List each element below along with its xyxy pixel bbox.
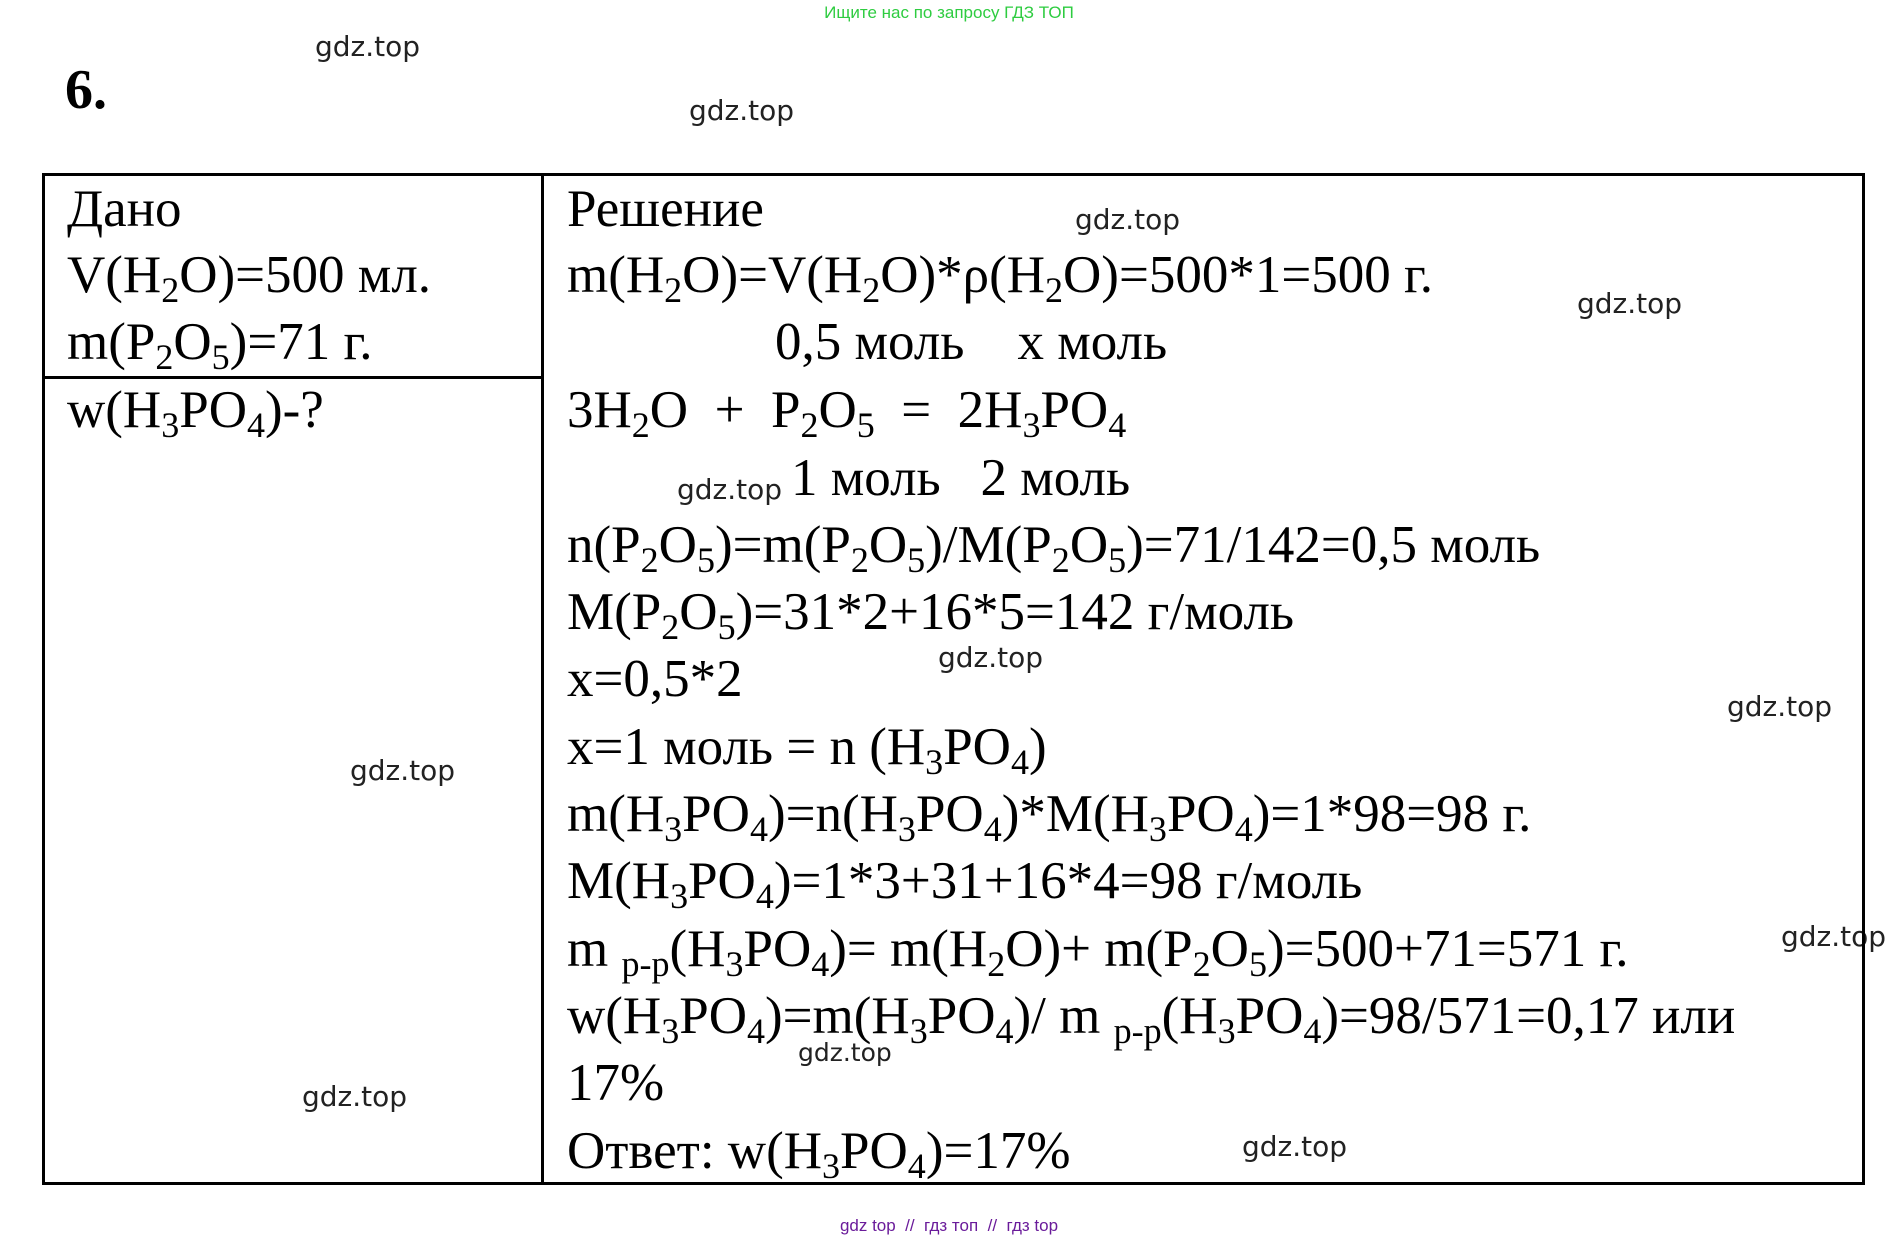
solution-line: 17% — [567, 1054, 665, 1112]
watermark: gdz.top — [350, 754, 456, 787]
watermark: gdz.top — [689, 94, 795, 127]
solution-line: $M(P_2O_5)=31*2+16*5=142$ г/моль — [567, 583, 1295, 648]
footer-links: gdz top // гдз топ // гдз top — [839, 1216, 1059, 1235]
find-fraction: $w(H_3PO_4)-$? — [67, 381, 324, 446]
watermark: gdz.top — [315, 30, 421, 63]
solution-line: $m(H_2O)=V(H_2O)*\rho(H_2O)=500*1=500$ г. — [567, 246, 1433, 311]
watermark: gdz.top — [1781, 920, 1887, 953]
watermark: gdz.top — [1075, 203, 1181, 236]
given-heading: Дано — [67, 180, 182, 238]
solution-line: х=1 моль = n $(H_3PO_4)$ — [567, 718, 1047, 783]
solution-line: 1 моль 2 моль — [791, 449, 1131, 507]
given-find-divider — [45, 376, 541, 379]
solution-line: х=0,5*2 — [567, 650, 743, 708]
task-number: 6. — [65, 59, 107, 121]
watermark: gdz.top — [798, 1038, 892, 1067]
solution-line: m $_{р-р}(H_3PO_4)= m(H_2O)+ m(P_2O_5)=500+71=571$ г. — [567, 920, 1629, 985]
watermark: gdz.top — [1242, 1130, 1348, 1163]
reaction-equation: $3H_2O + P_2O_5 = 2H_3PO_4$ — [567, 381, 1127, 446]
solution-table — [42, 173, 1865, 1185]
given-p2o5-mass: $m(P_2O_5)=71$ г. — [67, 313, 373, 378]
solution-line: $n(P_2O_5)=m(P_2O_5)/M(P_2O_5)=71/142=0,5$ моль — [567, 516, 1541, 581]
watermark: gdz.top — [302, 1080, 408, 1113]
column-divider — [541, 176, 544, 1182]
answer-line: Ответ: $w(H_3PO_4)=17\%$ — [567, 1122, 1071, 1187]
watermark: gdz.top — [1577, 287, 1683, 320]
top-search-hint: Ищите нас по запросу ГДЗ ТОП — [824, 3, 1074, 22]
watermark: gdz.top — [938, 641, 1044, 674]
solution-line: $w(H_3PO_4)=m(H_3PO_4)/$ m $_{р-р}(H_3PO_4)=98/571=0,17$ или — [567, 987, 1736, 1052]
solution-line: $M(H_3PO_4)=1*3+31+16*4=98$ г/моль — [567, 852, 1363, 917]
solution-line: 0,5 моль х моль — [775, 313, 1168, 371]
watermark: gdz.top — [1727, 690, 1833, 723]
given-water-volume: $V(H_2O)=500$ мл. — [67, 246, 432, 311]
solution-heading: Решение — [567, 180, 764, 238]
solution-line: $m(H_3PO_4)=n(H_3PO_4)*M(H_3PO_4)=1*98=98$ г. — [567, 785, 1532, 850]
watermark: gdz.top — [677, 473, 783, 506]
